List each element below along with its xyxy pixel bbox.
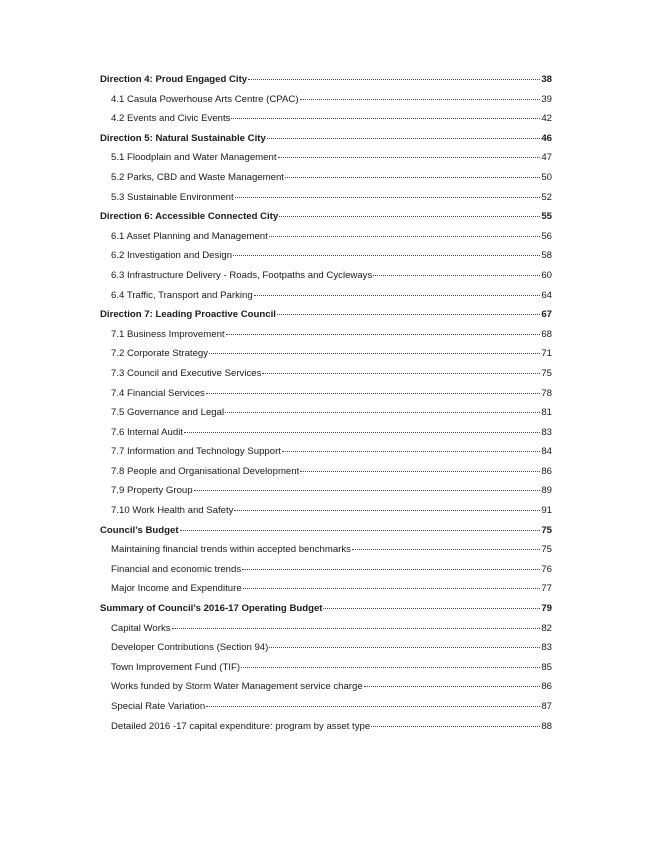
- toc-dot-leader: [248, 79, 540, 80]
- toc-entry-label: Detailed 2016 -17 capital expenditure: program by asset type: [111, 720, 371, 732]
- toc-entry[interactable]: [100, 188, 552, 208]
- toc-page-number: 87: [541, 701, 552, 712]
- toc-dot-leader: [262, 373, 540, 374]
- toc-dot-leader: [206, 706, 540, 707]
- toc-entry-label: Direction 5: Natural Sustainable City: [100, 132, 266, 144]
- toc-page-number: 82: [541, 622, 552, 634]
- toc-dot-leader: [241, 667, 540, 668]
- toc-entry-label: Capital Works: [111, 622, 171, 634]
- toc-page-number: 47: [541, 152, 552, 164]
- toc-dot-leader: [206, 393, 540, 394]
- toc-dot-leader: [243, 588, 541, 589]
- toc-page-number: 86: [541, 465, 552, 477]
- toc-page-number: 39: [541, 93, 552, 105]
- toc-dot-leader: [364, 686, 541, 687]
- toc-entry[interactable]: [100, 364, 552, 384]
- toc-entry-label: 7.7 Information and Technology Support: [111, 446, 281, 458]
- toc-entry[interactable]: [100, 325, 552, 345]
- toc-entry-label: 4.2 Events and Civic Events: [111, 113, 231, 125]
- toc-page-number: 75: [541, 524, 552, 536]
- toc-entry[interactable]: [100, 442, 552, 462]
- toc-entry[interactable]: [100, 697, 552, 717]
- toc-page-number: 91: [541, 505, 552, 517]
- toc-entry-label: Developer Contributions (Section 94): [111, 642, 269, 654]
- toc-entry[interactable]: [100, 619, 552, 639]
- toc-dot-leader: [285, 177, 540, 178]
- toc-entry[interactable]: [100, 579, 552, 599]
- toc-section-heading[interactable]: [100, 305, 552, 325]
- toc-entry-label: Direction 7: Leading Proactive Council: [100, 309, 276, 321]
- toc-entry[interactable]: [100, 638, 552, 658]
- toc-page-number: 86: [541, 681, 552, 693]
- toc-dot-leader: [194, 490, 541, 491]
- toc-dot-leader: [279, 216, 540, 217]
- toc-dot-leader: [282, 451, 540, 452]
- toc-section-heading[interactable]: [100, 599, 552, 619]
- toc-dot-leader: [352, 549, 540, 550]
- toc-dot-leader: [300, 99, 541, 100]
- toc-dot-leader: [277, 314, 540, 315]
- toc-entry-label: Direction 4: Proud Engaged City: [100, 74, 248, 85]
- toc-dot-leader: [254, 295, 541, 296]
- toc-entry-label: 7.10 Work Health and Safety: [111, 505, 234, 517]
- toc-dot-leader: [226, 334, 541, 335]
- toc-entry-label: Direction 6: Accessible Connected City: [100, 211, 279, 223]
- toc-entry[interactable]: [100, 423, 552, 443]
- toc-entry-label: 7.8 People and Organisational Development: [111, 465, 300, 477]
- toc-entry-label: 6.4 Traffic, Transport and Parking: [111, 289, 253, 301]
- toc-page-number: 68: [541, 328, 552, 340]
- toc-entry-label: Summary of Council’s 2016-17 Operating Budget: [100, 603, 323, 615]
- toc-dot-leader: [278, 157, 541, 158]
- toc-page-number: 83: [541, 426, 552, 438]
- toc-entry-label: Town Improvement Fund (TIF): [111, 661, 241, 673]
- toc-entry-label: 7.2 Corporate Strategy: [111, 348, 209, 360]
- toc-page-number: 76: [541, 563, 552, 575]
- toc-entry-label: 7.9 Property Group: [111, 485, 193, 497]
- toc-dot-leader: [180, 530, 541, 531]
- toc-entry[interactable]: [100, 109, 552, 129]
- toc-page-number: 83: [541, 642, 552, 654]
- toc-page-number: 52: [541, 191, 552, 203]
- toc-entry-label: Works funded by Storm Water Management service charge: [111, 681, 363, 693]
- toc-page-number: 42: [541, 113, 552, 125]
- toc-page-number: 50: [541, 171, 552, 183]
- toc-page-number: 77: [541, 583, 552, 595]
- toc-entry-label: 5.2 Parks, CBD and Waste Management: [111, 171, 284, 183]
- toc-entry[interactable]: [100, 266, 552, 286]
- toc-entry-label: 4.1 Casula Powerhouse Arts Centre (CPAC): [111, 93, 299, 105]
- toc-dot-leader: [269, 647, 540, 648]
- toc-entry[interactable]: [100, 677, 552, 697]
- toc-entry-label: 7.6 Internal Audit: [111, 426, 184, 438]
- toc-entry[interactable]: [100, 148, 552, 168]
- toc-dot-leader: [269, 236, 541, 237]
- toc-page-number: 88: [541, 720, 552, 732]
- toc-page-number: 60: [541, 269, 552, 281]
- toc-entry-label: Maintaining financial trends within accepted benchmarks: [111, 544, 351, 556]
- toc-dot-leader: [323, 608, 540, 609]
- toc-entry-label: Council’s Budget: [100, 524, 179, 536]
- toc-entry-label: 6.3 Infrastructure Delivery - Roads, Footpaths and Cycleways: [111, 269, 373, 281]
- toc-entry[interactable]: [100, 481, 552, 501]
- toc-dot-leader: [235, 197, 541, 198]
- toc-entry[interactable]: [100, 717, 552, 737]
- toc-entry-label: Special Rate Variation: [111, 701, 206, 712]
- toc-dot-leader: [234, 510, 540, 511]
- toc-entry-label: 5.3 Sustainable Environment: [111, 191, 234, 203]
- toc-entry[interactable]: [100, 344, 552, 364]
- toc-page-number: 58: [541, 250, 552, 262]
- toc-entry-label: 6.2 Investigation and Design: [111, 250, 233, 262]
- toc-page-number: 56: [541, 230, 552, 242]
- toc-entry[interactable]: [100, 286, 552, 306]
- toc-dot-leader: [233, 255, 540, 256]
- toc-page-number: 84: [541, 446, 552, 458]
- toc-page-number: 85: [541, 661, 552, 673]
- toc-page-number: 67: [541, 309, 552, 321]
- toc-entry[interactable]: [100, 462, 552, 482]
- toc-entry[interactable]: [100, 540, 552, 560]
- toc-entry[interactable]: [100, 501, 552, 521]
- toc-dot-leader: [209, 353, 540, 354]
- toc-entry-label: 5.1 Floodplain and Water Management: [111, 152, 277, 164]
- toc-dot-leader: [300, 471, 540, 472]
- toc-page-number: 75: [541, 367, 552, 379]
- toc-entry[interactable]: [100, 246, 552, 266]
- toc-dot-leader: [172, 628, 541, 629]
- toc-section-heading[interactable]: [100, 207, 552, 227]
- toc-entry[interactable]: [100, 658, 552, 678]
- toc-entry-label: Financial and economic trends: [111, 563, 242, 575]
- toc-entry-label: 7.5 Governance and Legal: [111, 407, 225, 419]
- toc-entry[interactable]: [100, 90, 552, 110]
- toc-page-number: 55: [541, 211, 552, 223]
- toc-entry[interactable]: [100, 384, 552, 404]
- toc-page-number: 46: [541, 132, 552, 144]
- toc-entry[interactable]: [100, 403, 552, 423]
- toc-section-heading[interactable]: [100, 129, 552, 149]
- toc-entry-label: 7.1 Business Improvement: [111, 328, 225, 340]
- toc-entry-label: Major Income and Expenditure: [111, 583, 242, 595]
- toc-page-number: 89: [541, 485, 552, 497]
- toc-page-number: 81: [541, 407, 552, 419]
- toc-dot-leader: [184, 432, 540, 433]
- toc-entry[interactable]: [100, 168, 552, 188]
- toc-dot-leader: [242, 569, 540, 570]
- toc-page-number: 64: [541, 289, 552, 301]
- toc-dot-leader: [225, 412, 540, 413]
- toc-section-heading[interactable]: [100, 521, 552, 541]
- toc-section-heading[interactable]: [100, 70, 552, 90]
- toc-entry-label: 7.3 Council and Executive Services: [111, 367, 262, 379]
- toc-entry[interactable]: [100, 560, 552, 580]
- toc-dot-leader: [231, 118, 540, 119]
- toc-dot-leader: [373, 275, 540, 276]
- toc-page-number: 38: [541, 74, 552, 85]
- toc-entry-label: 6.1 Asset Planning and Management: [111, 230, 268, 242]
- table-of-contents: [100, 70, 552, 736]
- toc-dot-leader: [371, 726, 540, 727]
- toc-page-number: 71: [541, 348, 552, 360]
- toc-page-number: 79: [541, 603, 552, 615]
- toc-dot-leader: [267, 138, 541, 139]
- toc-entry-label: 7.4 Financial Services: [111, 387, 205, 399]
- toc-page-number: 78: [541, 387, 552, 399]
- toc-page-number: 75: [541, 544, 552, 556]
- toc-entry[interactable]: [100, 227, 552, 247]
